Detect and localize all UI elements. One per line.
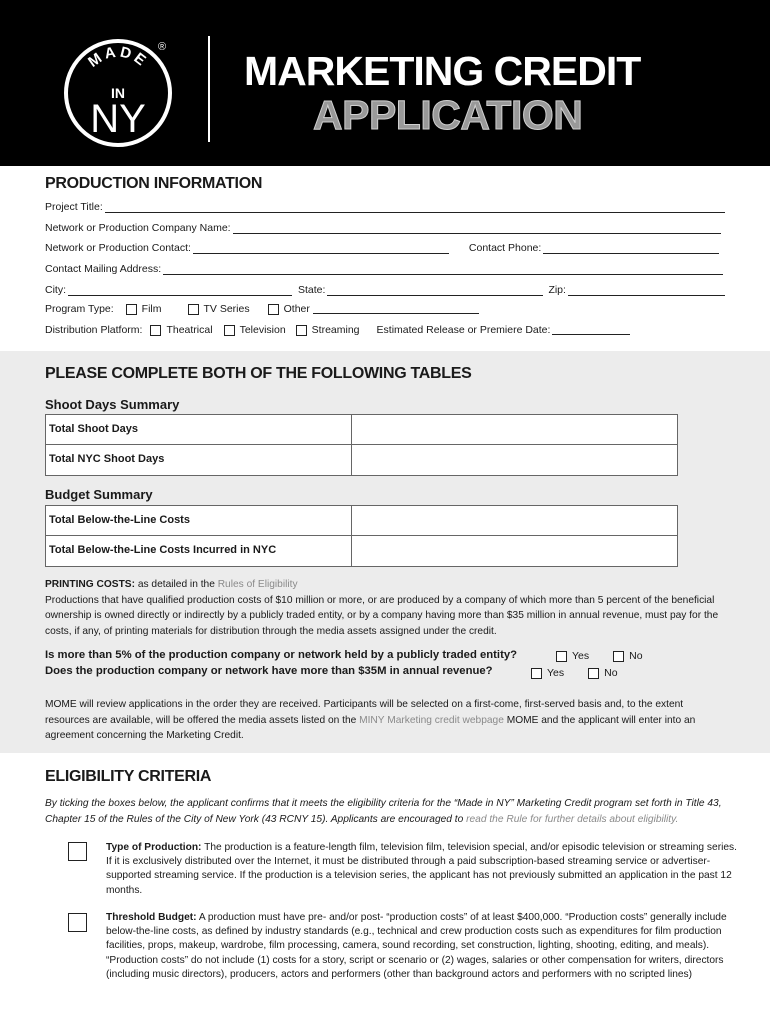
logo-made-text: MADE <box>85 43 152 71</box>
project-title-label: Project Title: <box>45 201 103 213</box>
company-name-row <box>45 222 721 234</box>
eligibility-intro: By ticking the boxes below, the applicant confirms that it meets the eligibility criteria for the “Made in NY” Marketing Credit program set forth in Title 43, Chapter 15 of the Rules of the City of New York (43 RCNY 15). Applicants are encouraged to read the Rule for further details about eligibility. <box>45 798 722 825</box>
company-name-label: Network or Production Company Name: <box>45 222 231 234</box>
project-title-row <box>45 201 725 213</box>
contact-phone-field[interactable] <box>543 244 719 254</box>
registered-mark: ® <box>157 41 167 53</box>
distribution-streaming[interactable]: Streaming <box>296 324 360 336</box>
contact-phone-label: Contact Phone: <box>468 242 542 254</box>
publicly-traded-no[interactable]: No <box>613 650 642 662</box>
contact-label: Network or Production Contact: <box>45 242 191 254</box>
release-date-field[interactable] <box>552 325 630 335</box>
title-line-1: MARKETING CREDIT <box>244 48 641 94</box>
title-line-2: APPLICATION <box>313 92 583 138</box>
question-publicly-traded: Is more than 5% of the production company or network held by a publicly traded entity? <box>45 649 518 661</box>
city-label: City: <box>45 284 66 296</box>
mailing-address-field[interactable] <box>163 265 723 275</box>
type-of-production-text: Type of Production: The production is a feature-length film, television film, television special, and/or episodic television or streaming series. If it is exclusively distributed over the Internet, it must be distributed through a paid subscription-based streaming service or advertiser-supported streaming service. If the production is a television series, the applicant has not previously submitted an application in the past 12 months. <box>106 842 737 896</box>
city-field[interactable] <box>68 286 292 296</box>
printing-costs-paragraph: PRINTING COSTS: as detailed in the Rules of Eligibility Productions that have qualified production costs of $10 million or more, or are produced by a company of which more than 5 percent of the beneficial ownership is owned directly or indirectly by a publicly traded entity, or by a company having more than $35 million in annual revenue, must pay for the costs, if any, of printing materials for distribution through the media assets assigned under the credit. <box>45 579 719 637</box>
distribution-row <box>45 324 630 336</box>
mailing-address-label: Contact Mailing Address: <box>45 263 162 275</box>
annual-revenue-no[interactable]: No <box>588 667 617 679</box>
distribution-television[interactable]: Television <box>224 324 286 336</box>
nyc-shoot-days-input[interactable] <box>352 445 677 475</box>
made-in-ny-logo <box>63 38 173 148</box>
budget-summary-table <box>45 505 678 567</box>
shoot-days-title: Shoot Days Summary <box>45 397 180 412</box>
printing-costs-body: Productions that have qualified production costs of $10 million or more, or are produced by a company of which more than 5 percent of the beneficial ownership is owned directly or indirectly by a publicly traded entity, or by a company having more than $35 million in annual revenue, must pay for the costs, if any, of printing materials for distribution through the media assets assigned under the credit. <box>45 594 719 637</box>
distribution-label: Distribution Platform: <box>45 324 143 336</box>
program-type-tv-series[interactable]: TV Series <box>188 303 250 315</box>
annual-revenue-options <box>531 667 618 679</box>
btl-costs-input[interactable] <box>352 506 677 535</box>
checkbox[interactable] <box>224 325 235 336</box>
read-rule-link[interactable]: read the Rule for further details about eligibility. <box>466 813 679 825</box>
publicly-traded-options <box>556 650 643 662</box>
budget-summary-title: Budget Summary <box>45 487 153 502</box>
program-type-row <box>45 303 479 315</box>
production-heading: PRODUCTION INFORMATION <box>45 175 263 192</box>
checkbox[interactable] <box>268 304 279 315</box>
header-banner <box>0 0 770 166</box>
program-type-film[interactable]: Film <box>126 303 162 315</box>
checkbox[interactable] <box>613 651 624 662</box>
zip-label: Zip: <box>548 284 566 296</box>
contact-row <box>45 242 719 254</box>
table-row <box>46 506 677 536</box>
checkbox[interactable] <box>150 325 161 336</box>
release-date-label: Estimated Release or Premiere Date: <box>376 324 551 336</box>
threshold-budget-text: Threshold Budget: A production must have pre- and/or post- “production costs” of at least $400,000. “Production costs” generally include below-the-line costs, as defined by industry standards (e.g., technical and crew production costs such as expenditures for film production facilities, props, makeup, wardrobe, film processing, camera, sound recording, set construction, lighting, shooting, editing, and meals). “Production costs” do not include (1) costs for a story, script or scenario or (2) wages, salaries or other compensation for writers, directors (including music directors), producers, actors and performers (other than background actors and performers with no scripted lines) <box>106 912 727 980</box>
publicly-traded-yes[interactable]: Yes <box>556 650 589 662</box>
program-type-other[interactable]: Other <box>268 303 310 315</box>
btl-costs-nyc-input[interactable] <box>352 536 677 566</box>
company-name-field[interactable] <box>233 224 721 234</box>
header-divider <box>208 36 210 142</box>
program-type-label: Program Type: <box>45 303 114 315</box>
miny-webpage-link[interactable]: MINY Marketing credit webpage <box>359 714 504 726</box>
logo-in-text: IN <box>111 85 125 101</box>
annual-revenue-yes[interactable]: Yes <box>531 667 564 679</box>
table-row <box>46 445 677 475</box>
printing-costs-label: PRINTING COSTS: <box>45 579 135 590</box>
project-title-field[interactable] <box>105 203 725 213</box>
shoot-days-table <box>45 414 678 476</box>
program-type-other-field[interactable] <box>313 304 479 314</box>
checkbox[interactable] <box>296 325 307 336</box>
state-label: State: <box>298 284 326 296</box>
checkbox[interactable] <box>531 668 542 679</box>
zip-field[interactable] <box>568 286 725 296</box>
threshold-budget-checkbox[interactable] <box>68 913 87 932</box>
table-row <box>46 415 677 445</box>
row-label: Total Shoot Days <box>46 415 352 444</box>
city-state-zip-row <box>45 284 725 296</box>
rules-of-eligibility-link[interactable]: Rules of Eligibility <box>217 579 298 590</box>
type-of-production-checkbox[interactable] <box>68 842 87 861</box>
eligibility-heading: ELIGIBILITY CRITERIA <box>45 768 212 785</box>
logo-ny-text: NY <box>90 97 146 141</box>
checkbox[interactable] <box>188 304 199 315</box>
tables-heading: PLEASE COMPLETE BOTH OF THE FOLLOWING TABLES <box>45 365 472 382</box>
row-label: Total NYC Shoot Days <box>46 445 352 475</box>
distribution-theatrical[interactable]: Theatrical <box>150 324 212 336</box>
mome-paragraph: MOME will review applications in the order they are received. Participants will be selected on a first-come, first-served basis and, to the extent resources are available, will be offered the media assets listed on the MINY Marketing credit webpage MOME and the applicant will enter into an agreement concerning the Marketing Credit. <box>45 699 696 741</box>
row-label: Total Below-the-Line Costs Incurred in NYC <box>46 536 352 566</box>
state-field[interactable] <box>327 286 543 296</box>
mailing-address-row <box>45 263 723 275</box>
total-shoot-days-input[interactable] <box>352 415 677 444</box>
question-annual-revenue: Does the production company or network have more than $35M in annual revenue? <box>45 665 493 677</box>
checkbox[interactable] <box>126 304 137 315</box>
table-row <box>46 536 677 566</box>
contact-field[interactable] <box>193 244 449 254</box>
checkbox[interactable] <box>556 651 567 662</box>
checkbox[interactable] <box>588 668 599 679</box>
row-label: Total Below-the-Line Costs <box>46 506 352 535</box>
